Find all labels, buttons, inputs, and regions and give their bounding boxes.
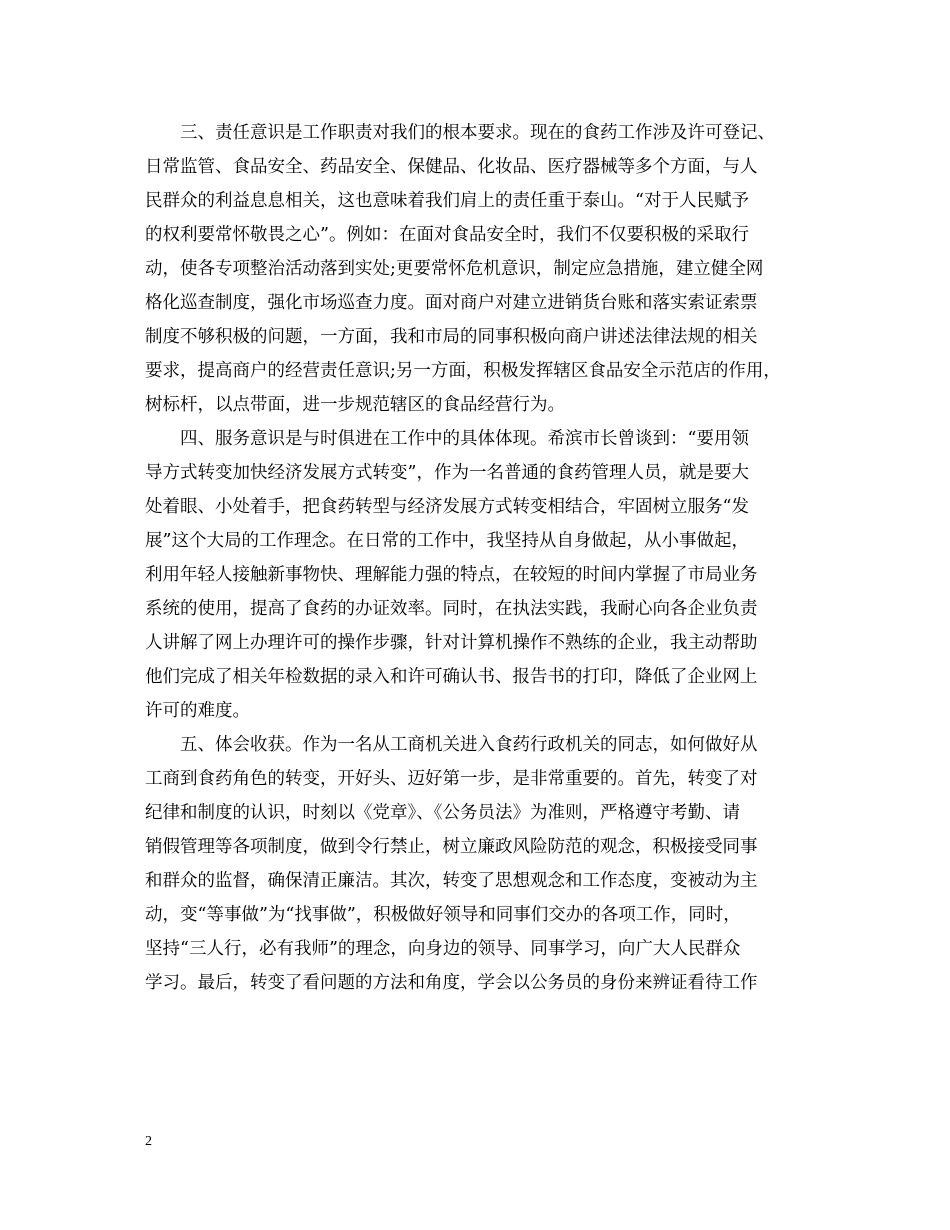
paragraph-line: 坚持“三人行，必有我师”的理念，向身边的领导、同事学习，向广大人民群众 (145, 939, 741, 959)
paragraph-line: 要求，提高商户的经营责任意识;另一方面，积极发挥辖区食品安全示范店的作用， (145, 361, 781, 381)
paragraph-line: 许可的难度。 (145, 701, 250, 721)
paragraph-line: 日常监管、食品安全、药品安全、保健品、化妆品、医疗器械等多个方面，与人 (145, 157, 758, 177)
paragraph-line: 民群众的利益息息相关，这也意味着我们肩上的责任重于泰山。“对于人民赋予 (145, 191, 749, 211)
paragraph-line: 格化巡查制度，强化市场巡查力度。面对商户对建立进销货台账和落实索证索票 (145, 293, 758, 313)
paragraph-line: 工商到食药角色的转变，开好头、迈好第一步，是非常重要的。首先，转变了对 (145, 769, 758, 789)
paragraph-line: 树标杆，以点带面，进一步规范辖区的食品经营行为。 (145, 395, 565, 415)
paragraph-line: 利用年轻人接触新事物快、理解能力强的特点，在较短的时间内掌握了市局业务 (145, 565, 758, 585)
paragraph-line: 处着眼、小处着手，把食药转型与经济发展方式转变相结合，牢固树立服务“发 (145, 497, 749, 517)
paragraph-line: 人讲解了网上办理许可的操作步骤，针对计算机操作不熟练的企业，我主动帮助 (145, 633, 758, 653)
paragraph-line: 系统的使用，提高了食药的办证效率。同时，在执法实践，我耐心向各企业负责 (145, 599, 758, 619)
paragraph-line: 和群众的监督，确保清正廉洁。其次，转变了思想观念和工作态度，变被动为主 (145, 871, 758, 891)
paragraph-line: 他们完成了相关年检数据的录入和许可确认书、报告书的打印，降低了企业网上 (145, 667, 758, 687)
paragraph-line: 动，使各专项整治活动落到实处;更要常怀危机意识，制定应急措施，建立健全网 (145, 259, 764, 279)
paragraph-line: 纪律和制度的认识，时刻以《党章》、《公务员法》为准则，严格遵守考勤、请 (145, 803, 740, 823)
paragraph-line: 四、服务意识是与时俱进在工作中的具体体现。希滨市长曾谈到：“要用领 (180, 429, 749, 449)
paragraph-line: 销假管理等各项制度，做到令行禁止，树立廉政风险防范的观念，积极接受同事 (145, 837, 758, 857)
paragraph-line: 学习。最后，转变了看问题的方法和角度，学会以公务员的身份来辨证看待工作 (145, 973, 758, 993)
paragraph-line: 制度不够积极的问题，一方面，我和市局的同事积极向商户讲述法律法规的相关 (145, 327, 758, 347)
paragraph-line: 展”这个大局的工作理念。在日常的工作中，我坚持从自身做起，从小事做起， (145, 531, 749, 551)
paragraph-line: 五、体会收获。作为一名从工商机关进入食药行政机关的同志，如何做好从 (180, 735, 758, 755)
page-number: 2 (145, 1134, 152, 1149)
paragraph-line: 动，变“等事做”为“找事做”，积极做好领导和同事们交办的各项工作，同时， (145, 905, 741, 925)
paragraph-line: 导方式转变加快经济发展方式转变”，作为一名普通的食药管理人员，就是要大 (145, 463, 749, 483)
paragraph-line: 的权利要常怀敬畏之心”。例如：在面对食品安全时，我们不仅要积极的采取行 (145, 225, 749, 245)
paragraph-line: 三、责任意识是工作职责对我们的根本要求。现在的食药工作涉及许可登记、 (180, 123, 775, 143)
